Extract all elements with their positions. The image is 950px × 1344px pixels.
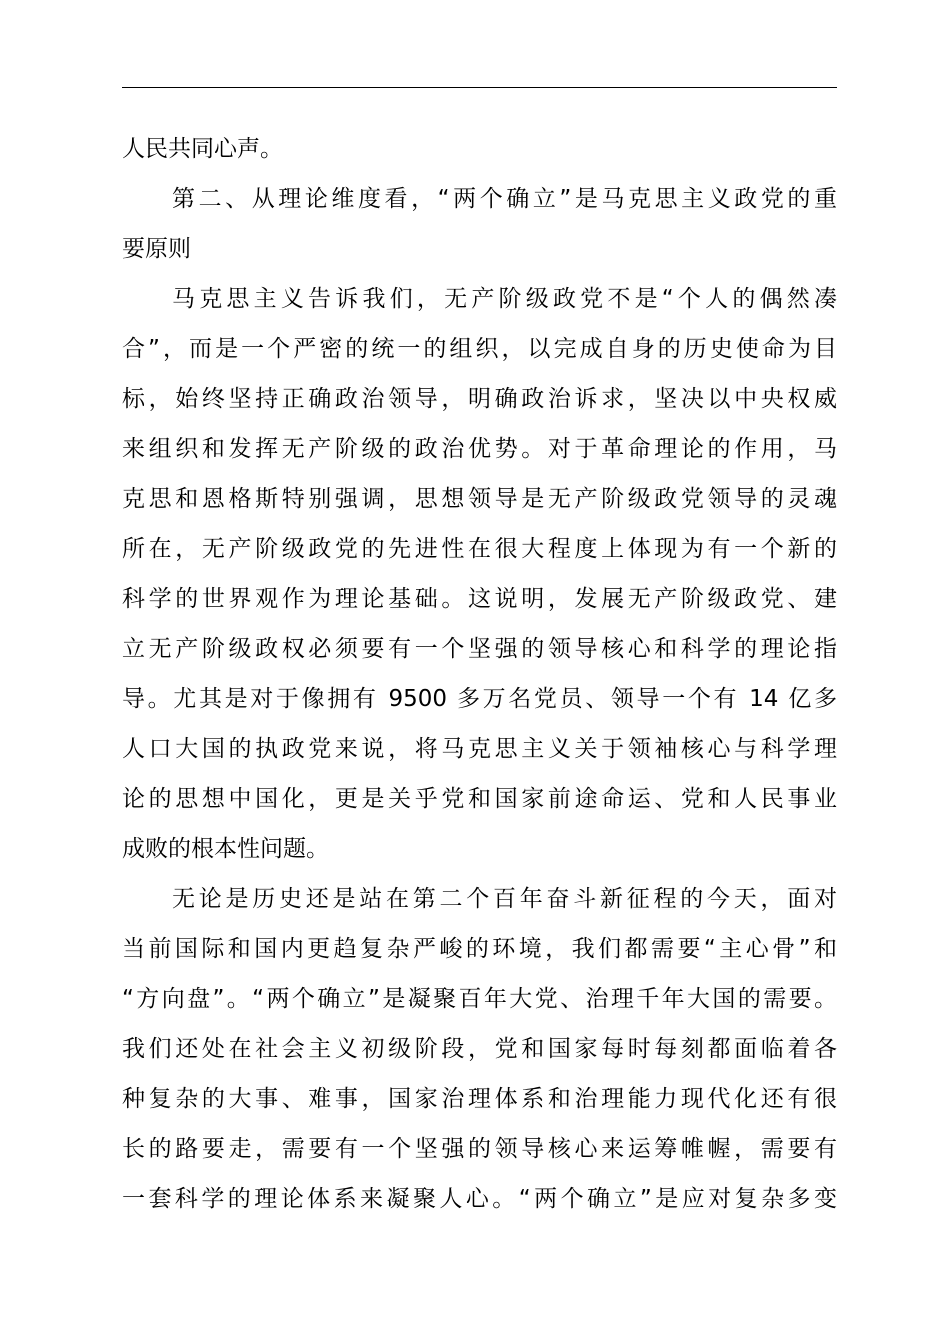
text-line: 长的路要走，需要有一个坚强的领导核心来运筹帷幄，需要有 [122,1136,837,1162]
text-line: 来组织和发挥无产阶级的政治优势。对于革命理论的作用，马 [122,436,837,462]
text-line: 论的思想中国化，更是关乎党和国家前途命运、党和人民事业 [122,786,837,812]
text-line: 一套科学的理论体系来凝聚人心。“两个确立”是应对复杂多变 [122,1186,837,1212]
text-line: 标，始终坚持正确政治领导，明确政治诉求，坚决以中央权威 [122,386,837,412]
header-rule [122,87,837,88]
text-line: 克思和恩格斯特别强调，思想领导是无产阶级政党领导的灵魂 [122,486,837,512]
text-line: 我们还处在社会主义初级阶段，党和国家每时每刻都面临着各 [122,1036,837,1062]
text-line: 无论是历史还是站在第二个百年奋斗新征程的今天，面对 [172,886,837,912]
text-line: 导。尤其是对于像拥有 9500 多万名党员、领导一个有 14 亿多 [122,686,837,712]
text-line: “方向盘”。“两个确立”是凝聚百年大党、治理千年大国的需要。 [122,986,837,1012]
text-line: 种复杂的大事、难事，国家治理体系和治理能力现代化还有很 [122,1086,837,1112]
text-line: 第二、从理论维度看，“两个确立”是马克思主义政党的重 [172,186,837,212]
text-line: 所在，无产阶级政党的先进性在很大程度上体现为有一个新的 [122,536,837,562]
text-line: 立无产阶级政权必须要有一个坚强的领导核心和科学的理论指 [122,636,837,662]
text-line: 合”，而是一个严密的统一的组织，以完成自身的历史使命为目 [122,336,837,362]
document-body [122,124,837,1224]
text-line: 人民共同心声。 [122,136,283,162]
text-line: 当前国际和国内更趋复杂严峻的环境，我们都需要“主心骨”和 [122,936,837,962]
text-line: 成败的根本性问题。 [122,836,329,862]
text-line: 马克思主义告诉我们，无产阶级政党不是“个人的偶然凑 [172,286,837,312]
text-line: 要原则 [122,236,191,262]
text-line: 人口大国的执政党来说，将马克思主义关于领袖核心与科学理 [122,736,837,762]
text-line: 科学的世界观作为理论基础。这说明，发展无产阶级政党、建 [122,586,837,612]
